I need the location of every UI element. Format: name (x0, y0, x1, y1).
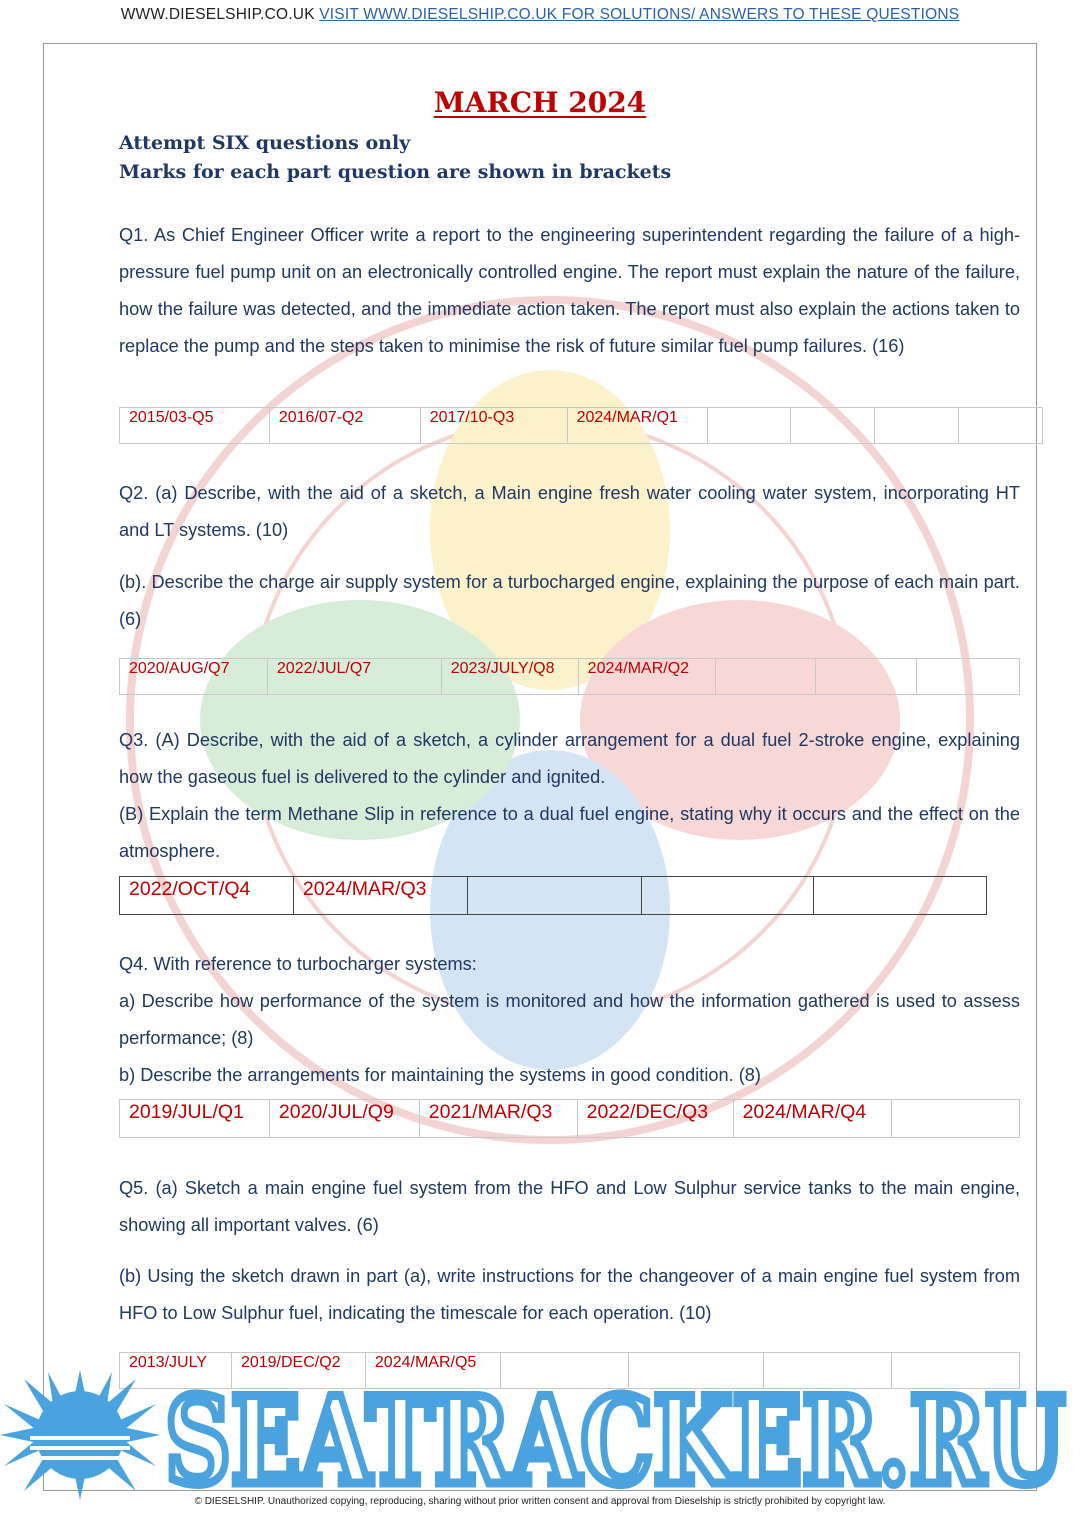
question-3b-text: (B) Explain the term Methane Slip in reference to a dual fuel engine, stating why it occurs and the effect on the atmosphere. (119, 804, 1020, 861)
reference-cell (707, 408, 791, 444)
question-4-intro: Q4. With reference to turbocharger systems: (119, 954, 477, 974)
question-2b-text: (b). Describe the charge air supply system for a turbocharged engine, explaining the purpose of each main part. (6) (119, 572, 1020, 629)
reference-cell: 2024/MAR/Q3 (293, 877, 467, 915)
question-2b (119, 564, 1020, 638)
question-2a-text: Q2. (a) Describe, with the aid of a sketch, a Main engine fresh water cooling water system, incorporating HT and LT systems. (10) (119, 483, 1020, 540)
reference-cell (814, 877, 987, 915)
reference-cell (917, 659, 1020, 695)
sun-icon (0, 1370, 160, 1500)
reference-cell: 2022/OCT/Q4 (120, 877, 294, 915)
question-4b-text: b) Describe the arrangements for maintaining the systems in good condition. (8) (119, 1065, 761, 1085)
site-name: WWW.DIESELSHIP.CO.UK (120, 6, 315, 23)
exam-title: MARCH 2024 (433, 86, 647, 119)
seatracker-banner (0, 1370, 1080, 1500)
reference-cell: 2022/JUL/Q7 (267, 659, 441, 695)
reference-cell: 2017/10-Q3 (420, 408, 567, 444)
reference-cell: 2021/MAR/Q3 (419, 1100, 577, 1138)
reference-cell: 2019/JUL/Q1 (120, 1100, 270, 1138)
reference-cell: 2024/MAR/Q4 (733, 1100, 892, 1138)
reference-cell: 2022/DEC/Q3 (577, 1100, 733, 1138)
reference-cell (715, 659, 816, 695)
question-3-references (119, 876, 987, 915)
reference-cell: 2020/AUG/Q7 (120, 659, 268, 695)
question-5a-text: Q5. (a) Sketch a main engine fuel system from the HFO and Low Sulphur service tanks to the main engine, showing all important valves. (6) (119, 1178, 1020, 1235)
reference-cell (959, 408, 1043, 444)
question-3a-text: Q3. (A) Describe, with the aid of a sketch, a cylinder arrangement for a dual fuel 2-stroke engine, explaining how the gaseous fuel is delivered to the cylinder and ignited. (119, 730, 1020, 787)
reference-cell: 2019/DEC/Q2 (231, 1353, 365, 1389)
reference-cell: 2023/JULY/Q8 (441, 659, 578, 695)
reference-cell: 2024/MAR/Q5 (365, 1353, 500, 1389)
question-1-text: Q1. As Chief Engineer Officer write a report to the engineering superintendent regarding the failure of a high-pressure fuel pump unit on an electronically controlled engine. The report must explain the nature of the failure, how the failure was detected, and the immediate action taken. The report must also explain the actions taken to replace the pump and the steps taken to minimise the risk of future similar fuel pump failures. (16) (119, 225, 1020, 356)
copyright-footer: © DIESELSHIP. Unauthorized copying, reproducing, sharing without prior written consent and approval from Dieselship is strictly prohibited by copyright law. (194, 1496, 886, 1507)
question-4 (119, 946, 1020, 1094)
reference-cell: 2024/MAR/Q2 (578, 659, 715, 695)
reference-cell (641, 877, 814, 915)
reference-cell: 2015/03-Q5 (120, 408, 270, 444)
reference-cell: 2016/07-Q2 (269, 408, 420, 444)
seatracker-wordmark: SEATRACKER.RU (165, 1371, 1065, 1500)
question-2-references (119, 658, 1020, 695)
instruction-line-1: Attempt SIX questions only (119, 132, 411, 154)
reference-cell (816, 659, 917, 695)
reference-cell (467, 877, 641, 915)
question-5b (119, 1258, 1020, 1332)
solutions-link[interactable]: VISIT WWW.DIESELSHIP.CO.UK FOR SOLUTIONS/ ANSWERS TO THESE QUESTIONS (319, 6, 960, 23)
reference-cell (875, 408, 959, 444)
question-5b-text: (b) Using the sketch drawn in part (a), write instructions for the changeover of a main engine fuel system from HFO to Low Sulphur fuel, indicating the timescale for each operation. (10) (119, 1266, 1020, 1323)
question-1-references (119, 407, 1043, 444)
reference-cell: 2024/MAR/Q1 (567, 408, 707, 444)
question-3 (119, 722, 1020, 870)
question-2 (119, 475, 1020, 549)
question-5 (119, 1170, 1020, 1244)
reference-cell (892, 1100, 1020, 1138)
question-1 (119, 217, 1020, 365)
page-header (0, 6, 1080, 24)
reference-cell: 2013/JULY (120, 1353, 232, 1389)
instruction-line-2: Marks for each part question are shown in brackets (119, 161, 672, 183)
reference-cell: 2020/JUL/Q9 (269, 1100, 419, 1138)
question-4-references (119, 1099, 1020, 1138)
question-4a-text: a) Describe how performance of the system is monitored and how the information gathered is used to assess performance; (8) (119, 991, 1020, 1048)
reference-cell (791, 408, 875, 444)
